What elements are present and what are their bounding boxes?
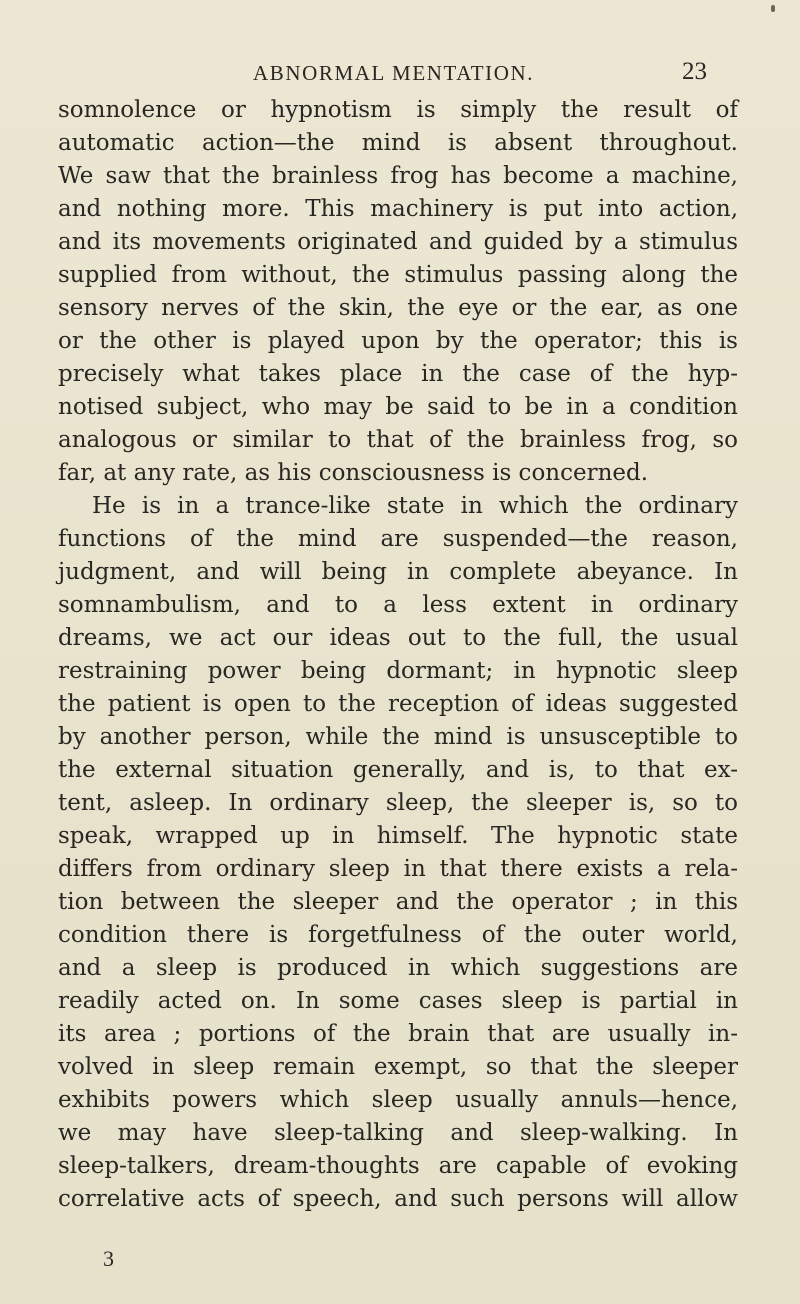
text-line: tion between the sleeper and the operator ; in this <box>58 889 738 915</box>
text-line: and nothing more. This machinery is put into action, <box>58 196 738 222</box>
running-head <box>0 58 800 88</box>
text-line: sleep-talkers, dream-thoughts are capable of evoking <box>58 1153 738 1179</box>
text-line: volved in sleep remain exempt, so that the sleeper <box>58 1054 738 1080</box>
text-line: correlative acts of speech, and such persons will allow <box>58 1186 738 1212</box>
text-line: automatic action—the mind is absent throughout. <box>58 130 738 156</box>
text-line: the external situation generally, and is, to that ex- <box>58 757 738 783</box>
text-line: functions of the mind are suspended—the reason, <box>58 526 738 552</box>
text-line: somnambulism, and to a less extent in ordinary <box>58 592 738 618</box>
page-number: 23 <box>682 58 707 85</box>
text-line: the patient is open to the reception of ideas suggested <box>58 691 738 717</box>
text-line: and its movements originated and guided by a stimulus <box>58 229 738 255</box>
text-line: differs from ordinary sleep in that there exists a rela- <box>58 856 738 882</box>
text-line: supplied from without, the stimulus passing along the <box>58 262 738 288</box>
text-line: restraining power being dormant; in hypnotic sleep <box>58 658 738 684</box>
text-line: exhibits powers which sleep usually annuls—hence, <box>58 1087 738 1113</box>
running-title: ABNORMAL MENTATION. <box>253 61 535 85</box>
text-line: sensory nerves of the skin, the eye or the ear, as one <box>58 295 738 321</box>
text-line: or the other is played upon by the operator; this is <box>58 328 738 354</box>
text-line: we may have sleep-talking and sleep-walking. In <box>58 1120 738 1146</box>
text-line: tent, asleep. In ordinary sleep, the sleeper is, so to <box>58 790 738 816</box>
text-line: notised subject, who may be said to be in a condition <box>58 394 738 420</box>
text-line: somnolence or hypnotism is simply the result of <box>58 97 738 123</box>
text-line: analogous or similar to that of the brainless frog, so <box>58 427 738 453</box>
text-line: precisely what takes place in the case of the hyp- <box>58 361 738 387</box>
text-line: We saw that the brainless frog has become a machine, <box>58 163 738 189</box>
text-line: He is in a trance-like state in which the ordinary <box>92 493 738 519</box>
text-line: far, at any rate, as his consciousness is concerned. <box>58 460 649 486</box>
text-line: readily acted on. In some cases sleep is partial in <box>58 988 738 1014</box>
text-line: by another person, while the mind is unsusceptible to <box>58 724 738 750</box>
signature-mark: 3 <box>103 1246 114 1271</box>
text-line: condition there is forgetfulness of the outer world, <box>58 922 738 948</box>
text-line: its area ; portions of the brain that are usually in- <box>58 1021 738 1047</box>
text-line: dreams, we act our ideas out to the full, the usual <box>58 625 738 651</box>
text-line: and a sleep is produced in which suggestions are <box>58 955 738 981</box>
text-line: speak, wrapped up in himself. The hypnotic state <box>58 823 738 849</box>
ink-speck <box>771 5 775 12</box>
text-line: judgment, and will being in complete abeyance. In <box>58 559 738 585</box>
